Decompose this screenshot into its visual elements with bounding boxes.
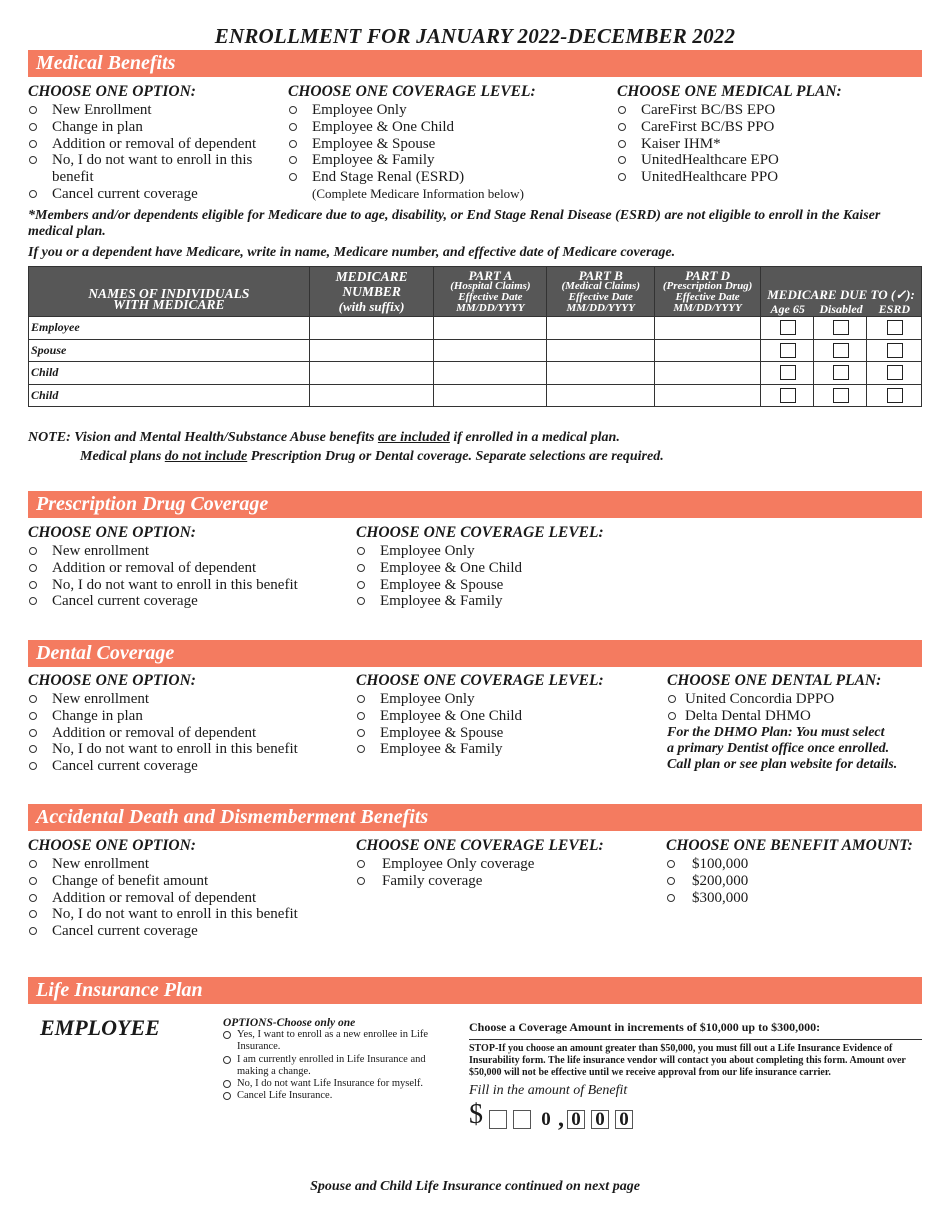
medicare-table [28,266,922,407]
dental-level-employee-family[interactable]: Employee & Family [356,741,604,758]
col-part-d: PART D (Prescription Drug) Effective Date MM/DD/YYYY [655,267,761,317]
radio-icon[interactable] [29,927,37,935]
rx-level-employee-spouse[interactable]: Employee & Spouse [356,577,604,594]
medical-plans-title: CHOOSE ONE MEDICAL PLAN: [617,83,842,100]
radio-icon[interactable] [223,1031,231,1039]
dental-level-employee-only[interactable]: Employee Only [356,691,604,708]
add-amounts-group [666,837,913,906]
benefit-digit-fixed: 0 [591,1110,609,1129]
dental-options-group [28,672,298,775]
radio-icon[interactable] [618,156,626,164]
radio-icon[interactable] [29,745,37,753]
add-option-cancel[interactable]: Cancel current coverage [28,923,298,940]
col-age65: Age 65 [770,301,805,316]
part-d-date-cell[interactable] [655,362,761,385]
medical-option-no-enroll[interactable]: No, I do not want to enroll in this benefit [28,152,267,186]
medical-benefits-header: Medical Benefits [28,50,922,77]
radio-icon[interactable] [618,106,626,114]
esrd-checkbox[interactable] [887,365,903,380]
medical-plans-group [617,83,842,186]
dental-option-new-enrollment[interactable]: New enrollment [28,691,298,708]
col-medicare-number: MEDICARE NUMBER (with suffix) [309,267,434,317]
col-disabled: Disabled [819,301,863,316]
life-stop-note: STOP-If you choose an amount greater than $50,000, you must fill out a Life Insurance Evidence of Insurability form. The life insurance vendor will contact you about completing this form. Amount over $50,000 will not be effective until we receive approval from our life insurance carrier. [469,1043,906,1078]
radio-icon[interactable] [289,106,297,114]
part-b-date-cell[interactable] [547,384,655,407]
disabled-checkbox[interactable] [833,388,849,403]
dental-plans-title: CHOOSE ONE DENTAL PLAN: [667,672,882,689]
divider [469,1039,922,1040]
dental-option-no-enroll[interactable]: No, I do not want to enroll in this benefit [28,741,298,758]
dental-option-change-plan[interactable]: Change in plan [28,708,298,725]
rx-levels-title: CHOOSE ONE COVERAGE LEVEL: [356,524,604,541]
medical-options-group [28,83,267,203]
medical-level-employee-only[interactable]: Employee Only [288,102,536,119]
medical-option-change-plan[interactable]: Change in plan [28,119,267,136]
benefit-digit-input[interactable] [489,1110,507,1129]
dental-plans-group [667,672,897,773]
radio-icon[interactable] [357,860,365,868]
fill-amount-label: Fill in the amount of Benefit [469,1083,628,1098]
add-level-family[interactable]: Family coverage [356,873,604,890]
life-option-no[interactable]: No, I do not want Life Insurance for myself. [223,1078,448,1090]
dental-plan-delta-dhmo[interactable]: Delta Dental DHMO [667,708,897,725]
dental-plan-united-concordia[interactable]: United Concordia DPPO [667,691,897,708]
rx-option-new-enrollment[interactable]: New enrollment [28,543,298,560]
medical-level-employee-spouse[interactable]: Employee & Spouse [288,136,536,153]
radio-icon[interactable] [357,695,365,703]
radio-icon[interactable] [29,564,37,572]
medical-options-title: CHOOSE ONE OPTION: [28,83,196,100]
radio-icon[interactable] [29,712,37,720]
part-b-date-cell[interactable] [547,339,655,362]
esrd-checkbox[interactable] [887,388,903,403]
add-levels-group [356,837,604,890]
life-insurance-header: Life Insurance Plan [28,977,922,1004]
radio-icon[interactable] [29,156,37,164]
part-a-date-cell[interactable] [434,339,547,362]
part-b-date-cell[interactable] [547,317,655,340]
medical-level-employee-one-child[interactable]: Employee & One Child [288,119,536,136]
rx-levels-group [356,524,604,610]
life-amount-group [469,1020,922,1132]
radio-icon[interactable] [29,190,37,198]
radio-icon[interactable] [357,712,365,720]
col-medicare-due-to: MEDICARE DUE TO (✓): Age 65 Disabled ESRD [761,267,922,317]
add-option-add-remove-dependent[interactable]: Addition or removal of dependent [28,890,298,907]
rx-options-group [28,524,298,610]
radio-icon[interactable] [29,106,37,114]
row-label: Employee [29,317,310,340]
dental-coverage-header: Dental Coverage [28,640,922,667]
radio-icon[interactable] [357,564,365,572]
rx-option-add-remove-dependent[interactable]: Addition or removal of dependent [28,560,298,577]
medicare-instructions: If you or a dependent have Medicare, write in name, Medicare number, and effective date of Medicare coverage. [28,245,676,260]
dental-level-employee-spouse[interactable]: Employee & Spouse [356,725,604,742]
part-a-date-cell[interactable] [434,384,547,407]
rx-options-title: CHOOSE ONE OPTION: [28,524,196,541]
radio-icon[interactable] [618,123,626,131]
esrd-checkbox[interactable] [887,343,903,358]
life-option-cancel[interactable]: Cancel Life Insurance. [223,1090,448,1102]
radio-icon[interactable] [289,140,297,148]
rx-level-employee-family[interactable]: Employee & Family [356,593,604,610]
col-part-b: PART B (Medical Claims) Effective Date MM/DD/YYYY [547,267,655,317]
rx-level-employee-only[interactable]: Employee Only [356,543,604,560]
radio-icon[interactable] [618,140,626,148]
age65-checkbox[interactable] [780,388,796,403]
part-d-date-cell[interactable] [655,384,761,407]
row-label: Child [29,384,310,407]
radio-icon[interactable] [29,123,37,131]
benefit-digit-fixed: 0 [567,1110,585,1129]
employee-label: EMPLOYEE [40,1015,160,1040]
medical-levels-note: (Complete Medicare Information below) [312,185,524,201]
radio-icon[interactable] [357,745,365,753]
radio-icon[interactable] [668,695,676,703]
radio-icon[interactable] [357,877,365,885]
medicare-table-header [29,267,922,317]
radio-icon[interactable] [289,123,297,131]
life-options-title: OPTIONS-Choose only one [223,1017,356,1029]
medical-plan-carefirst-ppo[interactable]: CareFirst BC/BS PPO [617,119,842,136]
medicare-row-spouse [29,339,922,362]
medicare-number-cell[interactable] [309,317,434,340]
disabled-checkbox[interactable] [833,343,849,358]
dental-levels-group [356,672,604,758]
life-options-group [223,1017,448,1103]
life-amount-title: Choose a Coverage Amount in increments of $10,000 up to $300,000: [469,1020,821,1034]
add-benefits-header: Accidental Death and Dismemberment Benefits [28,804,922,831]
radio-icon[interactable] [29,695,37,703]
col-esrd: ESRD [878,301,911,316]
add-amounts-title: CHOOSE ONE BENEFIT AMOUNT: [666,837,913,854]
medical-level-employee-family[interactable]: Employee & Family [288,152,536,169]
dollar-sign: $ [469,1099,483,1130]
radio-icon[interactable] [667,860,675,868]
radio-icon[interactable] [357,597,365,605]
medical-levels-title: CHOOSE ONE COVERAGE LEVEL: [288,83,536,100]
radio-icon[interactable] [29,877,37,885]
radio-icon[interactable] [289,173,297,181]
add-levels-title: CHOOSE ONE COVERAGE LEVEL: [356,837,604,854]
esrd-checkbox[interactable] [887,320,903,335]
medical-levels-group [288,83,536,202]
add-options-title: CHOOSE ONE OPTION: [28,837,196,854]
radio-icon[interactable] [29,581,37,589]
age65-checkbox[interactable] [780,365,796,380]
medical-plan-carefirst-epo[interactable]: CareFirst BC/BS EPO [617,102,842,119]
rx-level-employee-one-child[interactable]: Employee & One Child [356,560,604,577]
medicare-row-employee [29,317,922,340]
radio-icon[interactable] [357,729,365,737]
part-d-date-cell[interactable] [655,339,761,362]
add-option-no-enroll[interactable]: No, I do not want to enroll in this benefit [28,906,298,923]
radio-icon[interactable] [289,156,297,164]
col-names: NAMES OF INDIVIDUALS WITH MEDICARE [29,267,310,317]
row-label: Child [29,362,310,385]
radio-icon[interactable] [668,712,676,720]
part-a-date-cell[interactable] [434,362,547,385]
age65-checkbox[interactable] [780,320,796,335]
radio-icon[interactable] [618,173,626,181]
medical-note-line-2: Medical plans do not include Prescription Drug or Dental coverage. Separate selections are required. [80,449,664,464]
add-option-new-enrollment[interactable]: New enrollment [28,856,298,873]
add-amount-300k[interactable]: $300,000 [666,890,913,907]
medicare-number-cell[interactable] [309,384,434,407]
medical-note-line-1: NOTE: Vision and Mental Health/Substance Abuse benefits are included if enrolled in a medical plan. [28,430,620,445]
radio-icon[interactable] [667,894,675,902]
part-a-date-cell[interactable] [434,317,547,340]
radio-icon[interactable] [357,547,365,555]
medicare-number-cell[interactable] [309,362,434,385]
medicare-kaiser-note: *Members and/or dependents eligible for Medicare due to age, disability, or End Stage Renal Disease (ESRD) are not eligible to enroll in the Kaiser medical plan. [28,208,881,239]
dental-options-title: CHOOSE ONE OPTION: [28,672,196,689]
comma: , [558,1106,564,1132]
benefit-digit-fixed: 0 [541,1109,551,1130]
dental-levels-title: CHOOSE ONE COVERAGE LEVEL: [356,672,604,689]
radio-icon[interactable] [29,597,37,605]
disabled-checkbox[interactable] [833,320,849,335]
radio-icon[interactable] [29,547,37,555]
radio-icon[interactable] [29,729,37,737]
dhmo-note: For the DHMO Plan: You must select a primary Dentist office once enrolled. Call plan or see plan website for details. [667,724,898,772]
dental-level-employee-one-child[interactable]: Employee & One Child [356,708,604,725]
life-option-change[interactable]: I am currently enrolled in Life Insurance and making a change. [223,1054,448,1079]
dental-option-add-remove-dependent[interactable]: Addition or removal of dependent [28,725,298,742]
dental-option-cancel[interactable]: Cancel current coverage [28,758,298,775]
col-part-a: PART A (Hospital Claims) Effective Date MM/DD/YYYY [434,267,547,317]
add-amount-100k[interactable]: $100,000 [666,856,913,873]
add-option-change-amount[interactable]: Change of benefit amount [28,873,298,890]
row-label: Spouse [29,339,310,362]
medical-level-esrd[interactable]: End Stage Renal (ESRD) [288,169,536,186]
benefit-digit-input[interactable] [513,1110,531,1129]
footer-note: Spouse and Child Life Insurance continued on next page [310,1179,640,1194]
radio-icon[interactable] [223,1092,231,1100]
form-title: ENROLLMENT FOR JANUARY 2022-DECEMBER 2022 [214,24,736,48]
medicare-number-cell[interactable] [309,339,434,362]
prescription-drug-header: Prescription Drug Coverage [28,491,922,518]
radio-icon[interactable] [29,910,37,918]
benefit-amount-field[interactable] [469,1099,922,1132]
life-option-new-enrollee[interactable]: Yes, I want to enroll as a new enrollee in Life Insurance. [223,1029,448,1054]
add-level-employee-only[interactable]: Employee Only coverage [356,856,604,873]
medical-option-new-enrollment[interactable]: New Enrollment [28,102,267,119]
age65-checkbox[interactable] [780,343,796,358]
rx-option-no-enroll[interactable]: No, I do not want to enroll in this benefit [28,577,298,594]
radio-icon[interactable] [667,877,675,885]
medicare-row-child [29,384,922,407]
rx-option-cancel[interactable]: Cancel current coverage [28,593,298,610]
medical-plan-uhc-ppo[interactable]: UnitedHealthcare PPO [617,169,842,186]
radio-icon[interactable] [29,860,37,868]
medical-plan-kaiser[interactable]: Kaiser IHM* [617,136,842,153]
radio-icon[interactable] [223,1056,231,1064]
radio-icon[interactable] [29,762,37,770]
medicare-row-child [29,362,922,385]
benefit-digit-fixed: 0 [615,1110,633,1129]
part-b-date-cell[interactable] [547,362,655,385]
radio-icon[interactable] [357,581,365,589]
medical-option-add-remove-dependent[interactable]: Addition or removal of dependent [28,136,267,153]
radio-icon[interactable] [29,894,37,902]
radio-icon[interactable] [223,1080,231,1088]
add-amount-200k[interactable]: $200,000 [666,873,913,890]
add-options-group [28,837,298,940]
medical-plan-uhc-epo[interactable]: UnitedHealthcare EPO [617,152,842,169]
disabled-checkbox[interactable] [833,365,849,380]
part-d-date-cell[interactable] [655,317,761,340]
radio-icon[interactable] [29,140,37,148]
medical-option-cancel[interactable]: Cancel current coverage [28,186,267,203]
